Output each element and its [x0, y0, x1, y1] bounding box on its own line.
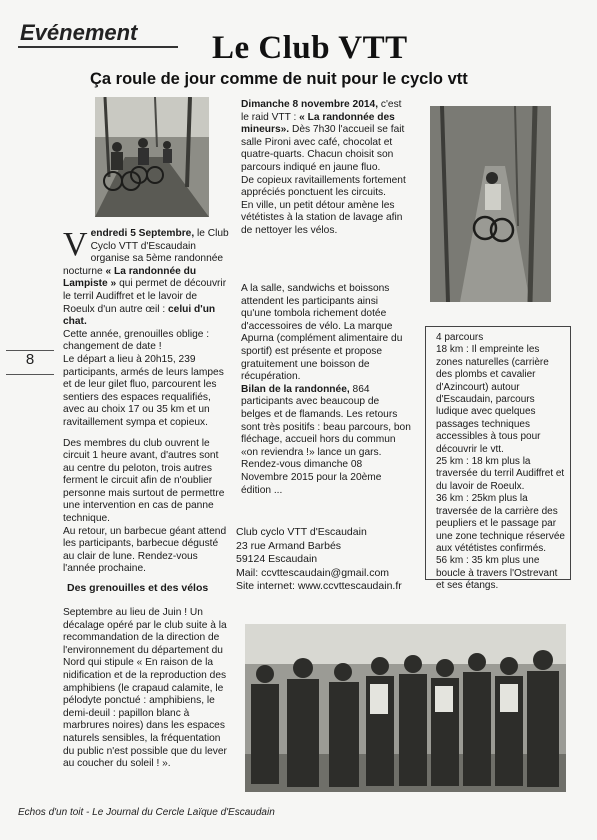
- drop-cap: V: [63, 226, 88, 263]
- photo-cyclists-woods: [95, 97, 209, 217]
- paragraph-members: Des membres du club ouvrent le circuit 1 heure avant, d'autres sont au centre du peloton, trois autres ferment le circuit afin de n'oublier personne mais surtout de permettre une intervention en cas de panne technique.: [63, 437, 225, 525]
- parcours-item: 56 km : 35 km plus une boucle à travers l'Ostrevant et ses étangs.: [436, 555, 558, 592]
- article-column-2-lower: [241, 283, 411, 497]
- intro-text-2: qui permet de découvrir le terril Audiffret et le lavoir de Roeulx d'un autre œil :: [63, 278, 227, 315]
- raid-text-2: Dès 7h30 l'accueil se fait salle Pironi avec café, chocolat et quatre-quarts. Chacun choisit son parcours indiqué en jaune fluo.: [241, 124, 405, 173]
- parcours-item: 18 km : Il empreinte les zones naturelles (carrière des plombs et cavalier d'Azincourt) autour d'Escaudain, parcours ludique avec quelques passages techniques accessibles à tous pour découvrir le vtt.: [436, 344, 549, 455]
- article-column-1: [63, 228, 231, 576]
- paragraph-washing: En ville, un petit détour amène les vététistes à la station de lavage afin de nettoyer les vélos.: [241, 199, 403, 236]
- raid-paragraph: [241, 99, 411, 175]
- raid-text-1: c'est le raid VTT :: [241, 99, 402, 123]
- paragraph-hall: A la salle, sandwichs et boissons attendent les participants ainsi qu'une tombola richement dotée d'accessoires de vélo. La marque Apurna (complément alimentaire du sportif) est présente et propose gratuitement une boisson de récupération.: [241, 283, 403, 383]
- contact-address: 23 rue Armand Barbés: [236, 539, 342, 552]
- photo-group: [245, 624, 566, 792]
- paragraph-return: Au retour, un barbecue géant attend les participants, barbecue dégusté au clair de lune. Rendez-vous l'année prochaine.: [63, 525, 227, 575]
- section-rule: [18, 46, 178, 48]
- photo-cyclist-trail: [430, 106, 551, 302]
- raid-event-name: « La randonnée des mineurs».: [241, 111, 395, 136]
- intro-event-name: « La randonnée du Lampiste »: [63, 265, 197, 290]
- parcours-title: 4 parcours: [436, 332, 484, 343]
- subheading-frogs: Des grenouilles et des vélos: [67, 582, 209, 594]
- paragraph-start: Le départ a lieu à 20h15, 239 participants, armés de leurs lampes et de leur gilet fluo, parcourent les sentiers des espaces requalifiés, avec au choix 17 ou 35 km et un ravitaillement sympa et copieux.: [63, 353, 224, 428]
- section-tag: Evénement: [20, 20, 138, 45]
- article-subtitle: Ça roule de jour comme de nuit pour le cyclo vtt: [90, 70, 468, 88]
- contact-website: Site internet: www.ccvttescaudain.fr: [236, 580, 402, 592]
- contact-mail: Mail: ccvttescaudain@gmail.com: [236, 566, 390, 579]
- intro-emphasis: celui d'un chat.: [63, 303, 216, 328]
- article-column-2: [241, 99, 411, 238]
- paragraph-bilan: [241, 384, 411, 497]
- bilan-label: Bilan de la randonnée,: [241, 383, 350, 395]
- contact-city: 59124 Escaudain: [236, 553, 318, 565]
- bilan-text: 864 participants avec beaucoup de belges et de flamands. Les retours sont très positifs : beau parcours, bon fléchage, accueil hors du commun «on reviendra !» lance un gars. Rendez-vous dimanche 08 Novembre 2015 pour la 20ème édition ...: [241, 383, 411, 496]
- page-number-rule-bottom: [6, 374, 54, 375]
- contact-block: [236, 526, 416, 594]
- article-title: Le Club VTT: [212, 30, 408, 66]
- parcours-item: 25 km : 18 km plus la traversée du terril Audiffret et du lavoir de Roeulx.: [436, 456, 565, 492]
- footer-journal: Echos d'un toit - Le Journal du Cercle Laïque d'Escaudain: [18, 807, 275, 818]
- intro-text-1: le Club Cyclo VTT d'Escaudain organise sa 5ème randonnée nocturne: [63, 228, 229, 277]
- parcours-item: 36 km : 25km plus la traversée de la carrière des peupliers et le passage par une zone technique réservée aux vététistes confirmés.: [436, 493, 565, 554]
- raid-date: Dimanche 8 novembre 2014,: [241, 99, 379, 110]
- parcours-box: [425, 326, 571, 592]
- page-number: 8: [25, 351, 35, 368]
- paragraph-date-change: Cette année, grenouilles oblige : changement de date !: [63, 328, 210, 353]
- paragraph-refreshments: De copieux ravitaillements fortement appréciés ponctuent les circuits.: [241, 174, 406, 199]
- intro-date: endredi 5 Septembre,: [90, 228, 195, 239]
- contact-name: Club cyclo VTT d'Escaudain: [236, 526, 367, 538]
- intro-paragraph: [63, 228, 231, 329]
- paragraph-frogs: Septembre au lieu de Juin ! Un décalage opéré par le club suite à la recommandation de la direction de l'environnement du département du Nord qui stipule « En raison de la nidification et de la reproduction des amphibiens (le crapaud calamite, le pélodyte ponctué : amphibiens, le demi-deuil : papillon blanc à marbrures noires) dans les espaces naturels sensibles, la fréquentation du public n'est possible que du lever au coucher du soleil ! ».: [63, 607, 227, 770]
